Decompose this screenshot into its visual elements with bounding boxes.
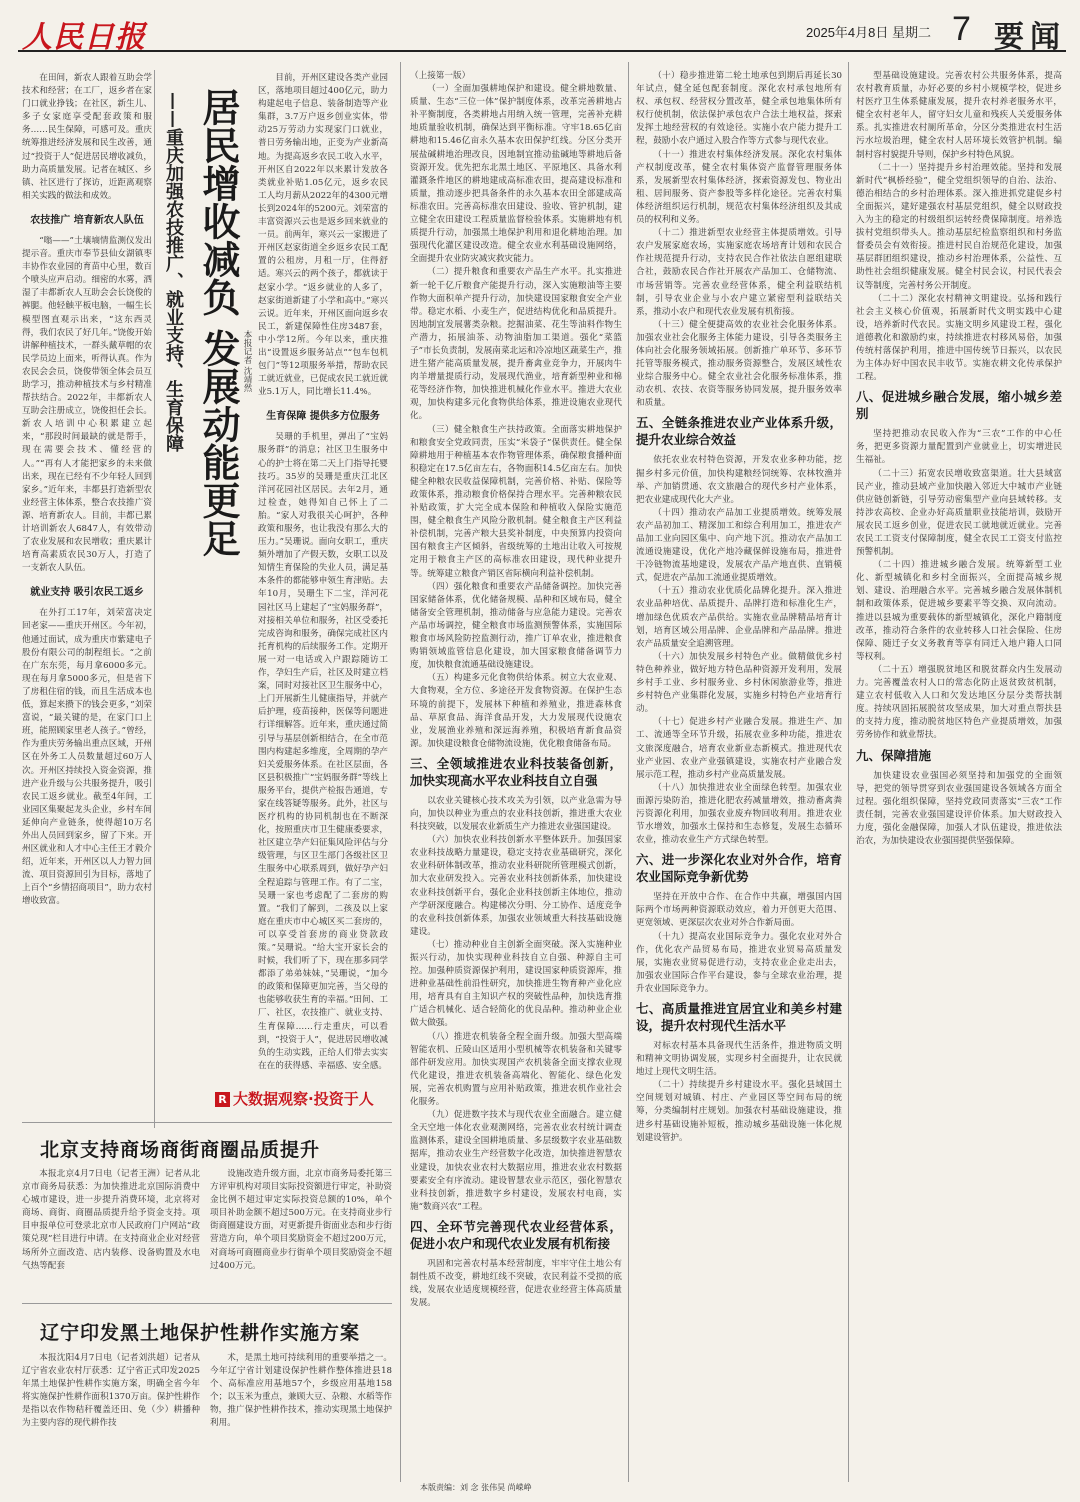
masthead <box>18 8 1066 55</box>
liaoning-news-column-2 <box>210 1352 392 1478</box>
policy-column-3 <box>410 70 622 1480</box>
feature-byline: 本报记者 沈靖然 <box>242 330 252 393</box>
policy-column-4 <box>636 70 842 1480</box>
feature-subtitle-agri: 农技推广 培育新农人队伍 <box>30 214 144 226</box>
policy-paragraph: 加快建设农业强国必须坚持和加强党的全面领导，把党的领导贯穿到农业强国建设各领域各方面全过程。强化组织保障，坚持党政同责落实“三农”工作责任制，完善农业强国建设评价体系。加大财政投入力度，强化金融保障，加强人才队伍建设，推进依法治农，为加快建设农业强国提供坚强保障。 <box>856 770 1062 846</box>
policy-section-3-title: 三、全领域推进农业科技装备创新，加快实现高水平农业科技自立自强 <box>410 755 622 788</box>
news-paragraph: 设施改造升级方面，北京市商务局委托第三方评审机构对项目实际投资额进行审定，补助资金比例不超过审定实际投资总额的10%，单个项目补助金额不超过500万元。在支持商业步行街商圈建设方面，对更新提升街面业态和步行街营造方向，单个项目奖励资金不超过200万元，对商场可商圈商业步行街单个项目奖励资金不超过400万元。 <box>210 1169 392 1271</box>
section-divider <box>22 1303 392 1304</box>
feature-text-agri: “嗡——”土壤墒情监测仪发出提示音。重庆市奉节县仙女湖镇枣丰协作农业园的育苗中心里，数百个喷头应声启动。细密的水雾，洒湿了丰都新农人互助会会长饶俊的裤腿。他轻触平板电脑，一幅生长模型图直观示出来，“这东西灵得，我们农民了好几年。”饶俊开始讲解种植技术，一群头戴草帽的农民学员边上面来，听得认真。作为农民会会员，饶俊带领全体会员互助学习，推动种植技术与乡村精准帮扶结合。2022年，丰都新农人互助会注册成立，饶俊担任会长。新农人培训中心积累建立起来，“那段时间最缺的就是帮手，现在需要会技术、懂经营的人。”“再有人才能把家乡的未来做出来，现在已经有不少年轻人回到家乡。”近年来，丰都县打造新型农业经营主体体系，整合农技推广资源、培育新农人。目前，丰都已累计培训新农人6847人，有效带动了农业发展和农民增收；重庆累计培育高素质农民30万人，打造了一支新农人队伍。 <box>22 235 152 574</box>
policy-paragraph: （十）稳步推进第二轮土地承包到期后再延长30年试点，健全延包配套制度。深化农村承包地所有权、承包权、经营权分置改革，健全承包地集体所有权行使机制，依法保护承包农户合法土地权益，探索发挥土地经营权的有效途径。实施小农户能力提升工程，鼓励小农户通过入股合作等方式参与现代农业。 <box>636 71 842 147</box>
column-divider <box>848 62 849 1482</box>
policy-paragraph: （二十五）增强脱贫地区和脱贫群众内生发展动力。完善覆盖农村人口的常态化防止返贫致贫机制，建立农村低收入人口和欠发达地区分层分类帮扶制度。持续巩固拓展脱贫攻坚成果，加大对重点帮扶县的支持力度，推动脱贫地区特色产业提质增效，加强劳务协作和就业帮扶。 <box>856 664 1062 741</box>
news-paragraph: 术，是黑土地可持续利用的重要举措之一。今年辽宁省计划建设保护性耕作整体推进县18个、高标准应用基地57个，乡级应用基地158个；以玉米为重点，兼顾大豆、杂粮、水稻等作物，推广保护性耕作技术，推动实现黑土地保护利用。 <box>210 1353 392 1429</box>
feature-headline: 居民增收减负 发展动能更足 <box>196 88 241 558</box>
newspaper-logo: 人民日报 <box>22 20 146 55</box>
policy-paragraph: （二）提升粮食和重要农产品生产水平。扎实推进新一轮千亿斤粮食产能提升行动，深入实施粮油等主要作物大面积单产提升行动，加快建设国家粮食安全产业带。稳定水稻、小麦生产，促进结构优化和品质提升。因地制宜发展薯类杂粮。挖掘油菜、花生等油料作物生产潜力，拓展油茶、动物油脂加工渠道。强化“菜篮子”市长负责制，发展南菜北运和冷凉地区蔬菜生产，推进生猪产能高质量发展，提升畜禽业竞争力，开展肉牛肉羊增量提质行动，发展现代渔业，培育新型种业和棉花等经济作物，加快推进机械化作业水平。推进大农业观，加快构建多元化食物供给体系，推进设施农业现代化。 <box>410 267 622 422</box>
policy-paragraph: 坚持在开放中合作、在合作中共赢，增强国内国际两个市场两种资源联动效应，着力开创更大范围、更宽领域、更深层次农业对外合作新局面。 <box>636 892 842 929</box>
policy-paragraph: （五）构建多元化食物供给体系。树立大农业观、大食物观，全方位、多途径开发食物资源。在保护生态环境的前提下，发展林下种植和养殖业，推进森林食品、草原食品、海洋食品开发，大力发展现代设施农业，发展渔业养殖和深远海养殖，积极培育新食品资源。加快建设粮食仓储物流设施，优化粮食储备布局。 <box>410 673 622 749</box>
news-paragraph: 本报北京4月7日电（记者王洲）记者从北京市商务局获悉：为加快推进北京国际消费中心城市建设，进一步提升消费环境，北京将对商场、商街、商圈品质提升给予资金支持。项目申报单位可登录北京市人民政府门户网站“政策兑现”栏目进行申请。在支持商业企业对经营场所外立面改造、店内装修、设备购置及水电气热等配套 <box>22 1169 200 1271</box>
feature-text-jobs: 在外打工17年，刘荣富决定回老家——重庆开州区。今年初，他通过面试，成为重庆市紫建电子股份有限公司的制程组长。“之前在广东东莞，每月拿6000多元。现在每月拿5000多元，但是省下了房租住宿的钱，而且生活成本也低，算起来攒下的钱会更多，”刘荣富说，“最关键的是，在家门口上班，能照顾家里老人孩子。”曾经，作为重庆劳务输出重点区域，开州区在外务工人员数量超过60万人次。开州区持续投入资金资源，推进产业升级与公共服务提升，吸引农民工返乡就业。截至4年间，工业园区集聚起龙头企业，乡村车间延伸向产业链条，使得超10万名外出人员回到家乡，留了下来。开州区就业和人才中心主任王才毅介绍，近年来，开州区以人力智力回流、项目资源回引为目标，落地了上百个“乡情招商项目”，助力农村增收致富。 <box>22 608 152 907</box>
column-divider <box>154 70 155 1128</box>
feature-column-2 <box>258 72 388 1082</box>
liaoning-news-column-1 <box>22 1352 200 1478</box>
policy-paragraph: （二十三）拓宽农民增收致富渠道。壮大县域富民产业，推动县域产业加快融入邻近大中城市产业链供应链创新链，引导劳动密集型产业向县域转移。支持涉农高校、企业办好高质量职业技能培训，鼓励开展农民工返乡创业，促进农民工就地就近就业。完善农民工工资支付保障制度，健全农民工工资支付监控预警机制。 <box>856 468 1062 558</box>
policy-section-9-title: 九、保障措施 <box>856 747 932 763</box>
feature-intro: 在田间，新农人跟着互助会学技术和经营；在工厂，返乡者在家门口就业挣钱；在社区，新生儿、多子女家庭享受配套政策和服务……民生保障，可感可及。重庆统筹推进经济发展和民生改善，通过“投资于人”促进居民增收减负，助力高质量发展。记者在城区、乡镇、社区进行了探访，近距离观察相关实践的做法和成效。 <box>22 73 152 201</box>
policy-paragraph: （十八）加快推进农业全面绿色转型。加强农业面源污染防治，推进化肥农药减量增效，推动畜禽粪污资源化利用，加强农业废弃物回收利用。推进农业节水增效，加强水土保持和生态修复，发展生态循环农业，推动农业生产方式绿色转型。 <box>636 782 842 846</box>
continued-note: （上接第一版） <box>410 71 471 81</box>
feature-text-birth: 吴珊的手机里，弹出了“宝妈服务群”的消息；社区卫生服务中心的护士将在第二天上门指导托婴技巧。35岁的吴珊是重庆江北区洋河花园社区居民。去年2月，通过检查，她得知自己怀上了二胎。“家人对我很关心呵护，各种政策和服务，也让我没有那么大的压力。”吴珊说。面向女职工，重庆频外增加了产假天数，女职工以及知情生育保险的失业人员，满足基本条件的都能够申领生育津贴。去年10月，吴珊生下二宝，洋河花园社区马上建起了“宝妈服务群”，对接相关单位和服务，社区受委托完成咨询和服务，确保完成社区内托育机构的后续服务工作。定期开展一对一电话或入户跟踪随访工作，孕妇生产后，社区及时建立档案，同时对接社区卫生服务中心，上门开展新生儿健康指导，并就产后护理，疫苗接种，医保等问题进行详细解答。近年来，重庆通过简引导与基层创新相结合，在全市范围内构建起多维度，全周期的孕产妇关爱服务体系。在社区层面，各区县积极推广“宝妈服务群”等线上服务平台，提供产检报告通道，专家在线答疑等服务。此外，社区与医疗机构的协同机制也在不断深化，按照重庆市卫生健康委要求，社区建立孕产妇征集风险评估与分级管理，与区卫生部门各级社区卫生服务中心联系周到，做好孕产妇全程追踪与管理工作。有了二宝，吴珊一家也考虑配了二套房的购置。“我们了解到，二孩及以上家庭在重庆市中心城区买二套房的，可以享受首套房的商业贷款政策。”吴珊说。“给大宝开家长会的时候，我们听了下，现在那多同学都添了弟弟妹妹，”吴珊说，“加今的政策和保障更加完善，当父母的也能够收获生育的幸福。”田间、工厂、社区，农技推广、就业支持、生育保障……行走重庆，可以看到，“投资于人”，促进居民增收减负的生动实践，正给人们带去实实在在的获得感、幸福感、安全感。 <box>258 432 388 1071</box>
policy-paragraph: （二十二）深化农村精神文明建设。弘扬和践行社会主义核心价值观，拓展新时代文明实践中心建设，培养新时代农民。实施文明乡风建设工程，强化道德教化和激励约束，持续推进农村移风易俗，加强传统村落保护利用，推进中国传统节日振兴，以农民为主体办好中国农民丰收节。实施农耕文化传承保护工程。 <box>856 293 1062 383</box>
policy-paragraph: （七）推动种业自主创新全面突破。深入实施种业振兴行动，加快实现种业科技自立自强、种源自主可控。加强种质资源保护利用，建设国家种质资源库，推进种业基础性前沿性研究，加快推进生物育种产业化应用，培育具有自主知识产权的突破性品种，加快选育推广适合机械化、适合轻简化的优良品种。推动种业企业做大做强。 <box>410 939 622 1029</box>
policy-paragraph: 对标农村基本具备现代生活条件，推进物质文明和精神文明协调发展，实现乡村全面提升，让农民就地过上现代文明生活。 <box>636 1041 842 1078</box>
policy-paragraph: （十六）加快发展乡村特色产业。做精做优乡村特色种养业，做好地方特色品种资源开发利用，发展乡村手工业、乡村服务业、乡村休闲旅游业等，推进乡村特色产业集群化发展，实施乡村特色产业培育行动。 <box>636 651 842 715</box>
feature-subheadline: ——重庆加强农技推广、就业支持、生育保障 <box>163 92 184 452</box>
feature-text-jobs-cont: 目前，开州区建设各类产业园区，落地项目超过400亿元，助力构建起电子信息、装备制造等产业集群，3.7万户返乡创业实体，带动25万劳动力实现家门口就业，普日劳务输出地，正变为产业新高地。为提高返乡农民工收入水平，开州区自2022年以来累计发放各类就业补贴1.05亿元，返乡农民工人均月薪从2022年的4300元增长到2024年的5200元。刘荣富的丰富资源兴云也是返乡回来就业的一员。前两年，寒兴云一家搬进了开州区赵家街道全乡返乡农民工配置的公租房，月租一厅，住得舒适。寒兴云的两个孩子，都就读于赵家小学。“返乡就业的人多了，赵家街道新建了小学和高中。”寒兴云说。近年来，开州区面向返乡农民工，新建保障性住房3487套，中小学12所。今年以来，重庆推出“设置返乡服务站点”“包车包机包门”等12项服务举措，帮助农民工就近就业，已促成农民工就近就业5.1万人，同比增长11.4%。 <box>258 73 388 398</box>
column-divider <box>400 62 401 1482</box>
column-divider <box>628 62 629 1482</box>
policy-paragraph: 型基础设施建设。完善农村公共服务体系，提高农村教育质量，办好必要的乡村小规模学校，促进乡村医疗卫生体系健康发展，提升农村养老服务水平，健全农村老年人，留守妇女儿童和残疾人关爱服务体系。扎实推进农村厕所革命，分区分类推进农村生活污水垃圾治理，健全农村人居环境长效管护机制。编制村容村貌提升导则，保护乡村特色风貌。 <box>856 71 1062 160</box>
section-divider <box>22 1122 392 1123</box>
policy-paragraph: （九）促进数字技术与现代农业全面融合。建立健全天空地一体化农业观测网络，完善农业农村统计调查监测体系，建设全国耕地质量、多层级数字农业基础数据库，推动农业生产经营数字化改造，加快推进智慧农业建设，加快农业农村大数据应用，推进农业农村数据要素安全有序流动。建设智慧农业示范区，强化智慧农业科技创新，推进数字乡村建设，发展农村电商，实施“数商兴农”工程。 <box>410 1110 622 1212</box>
policy-paragraph: （三）健全粮食生产扶持政策。全面落实耕地保护和粮食安全党政同责，压实“米袋子”保供责任。健全保障耕地用于种植基本农作物管理体系，确保粮食播种面积稳定在17.5亿亩左右，各物面积14.5亿亩左右。加快健全种粮农民收益保障机制，完善价格、补贴、保险等政策体系，推动粮食价格保持合理水平。完善种粮农民补贴政策，扩大完全成本保险和种植收入保险实施范围，健全粮食生产风险分散机制。健全粮食主产区利益补偿机制，完善产粮大县奖补制度，中央预算内投资向国有粮食主产区倾斜，省级统筹的土地出让收入可按规定用于粮食主产区的高标准农田建设，现代种业提升等。统筹建立粮食产销区省际横向利益补偿机制。 <box>410 424 622 579</box>
policy-paragraph: （六）加快农业科技创新水平整体跃升。加强国家农业科技战略力量建设，稳定支持农业基础研究，深化农业科研体制改革，推动农业科研院所管理模式创新，加大农业研发投入。完善农业科技创新体系，加快建设农业科技创新平台，强化企业科技创新主体地位，推动产学研深度融合。构建梯次分明、分工协作、适度竞争的农业科技创新体系，加强农业领域重大科技基础设施建设。 <box>410 835 622 937</box>
news-paragraph: 本报沈阳4月7日电（记者刘洪超）记者从辽宁省农业农村厅获悉：辽宁省正式印发2025年黑土地保护性耕作实施方案，明确全省今年将实施保护性耕作面积1370万亩。保护性耕作是指以农作物秸秆覆盖还田、免（少）耕播种为主要内容的现代耕作技 <box>22 1353 200 1429</box>
beijing-news-column-1 <box>22 1168 200 1296</box>
feature-subtitle-birth: 生育保障 提供多方位服务 <box>266 411 380 423</box>
page-number: 7 <box>952 10 971 48</box>
policy-paragraph: （二十一）坚持提升乡村治理效能。坚持和发展新时代“枫桥经验”，健全党组织领导的自治、法治、德治相结合的乡村治理体系。深入推进抓党建促乡村全面振兴，建好建强农村基层党组织，健全以财政投入为主的稳定的村级组织运转经费保障制度。培养选拔村党组织带头人。推动基层纪检监察组织和村务监督委员会有效衔接。推进村民自治规范化建设，加强基层群团组织建设，推动乡村治理体系，公益性、互助性社会组织健康发展。健全村民会议，村民代表会议等制度，完善村务公开制度。 <box>856 162 1062 291</box>
policy-paragraph: （二十四）推进城乡融合发展。统筹新型工业化、新型城镇化和乡村全面振兴，全面提高城乡规划、建设、治理融合水平。完善城乡融合发展体制机制和政策体系，促进城乡要素平等交换、双向流动。推进以县城为重要载体的新型城镇化，深化户籍制度改革，推动符合条件的农业转移人口社会保险、住房保障、随迁子女义务教育等享有同迁入地户籍人口同等权利。 <box>856 560 1062 662</box>
policy-section-7-title: 七、高质量推进宜居宜业和美乡村建设，提升农村现代生活水平 <box>636 1001 842 1033</box>
feature-subtitle-jobs: 就业支持 吸引农民工返乡 <box>30 587 144 599</box>
brand-text: 大数据观察·投资于人 <box>233 1090 374 1108</box>
policy-section-4-title: 四、全环节完善现代农业经营体系，促进小农户和现代农业发展有机衔接 <box>410 1218 622 1251</box>
policy-paragraph: 以农业关键核心技术攻关为引领，以产业急需为导向，加快以种业为重点的农业科技创新，推进重大农业科技突破，以发展农业新质生产力推进农业强国建设。 <box>410 795 622 833</box>
policy-paragraph: （二十）持续提升乡村建设水平。强化县域国土空间规划对城镇、村庄、产业园区等空间布局的统筹，分类编制村庄规划。加强农村基础设施建设，推进乡村基础设施补短板，推动城乡基础设施一体化规划建设管护。 <box>636 1080 842 1143</box>
policy-paragraph: 依托农业农村特色资源，开发农业多种功能，挖掘乡村多元价值，加快构建粮经饲统筹、农林牧渔并举、产加销贯通、农文旅融合的现代乡村产业体系，把农业建成现代化大产业。 <box>636 455 842 505</box>
policy-paragraph: （四）强化粮食和重要农产品储备调控。加快完善国家储备体系，优化储备规模、品种和区域布局，健全储备安全管理机制，推动储备与应急能力建设。完善农产品市场调控，健全粮食市场监测预警体系，实施国际粮食市场风险防控监测行动，推广订单农业，推进粮食购销领域监管信息化建设，加大国家粮食储备调节力度，加快粮食流通基础设施建设。 <box>410 581 622 671</box>
brand-badge: R <box>215 1092 230 1107</box>
policy-column-5 <box>856 70 1062 1480</box>
policy-paragraph: （十三）健全便捷高效的农业社会化服务体系。加强农业社会化服务主体能力建设，引导各类服务主体向社会化服务领域拓展。创新推广单环节、多环节托管等服务模式，推动服务资源整合，发展区域性农业综合服务中心。健全农业社会化服务标准体系，推动农机、农技、农资等服务协同发展，提升服务效率和质量。 <box>636 319 842 409</box>
policy-paragraph: （十五）推动农业优质化品牌化提升。深入推进农业品种培优、品质提升、品牌打造和标准化生产，增加绿色优质农产品供给。实施农业品牌精品培育计划，培育区域公用品牌、企业品牌和产品品牌。推进农产品质量安全追溯管理。 <box>636 586 842 649</box>
policy-paragraph: （八）推进农机装备全程全面升级。加强大型高端智能农机、丘陵山区适用小型机械等农机装备和关键零部件研发应用。加快实现国产农机装备全面支撑农业现代化建设，推进农机装备高端化、智能化、绿色化发展，完善农机购置与应用补贴政策，推进农机作业社会化服务。 <box>410 1031 622 1108</box>
policy-section-8-title: 八、促进城乡融合发展，缩小城乡差别 <box>856 389 1062 422</box>
policy-section-5-title: 五、全链条推进农业产业体系升级，提升农业综合效益 <box>636 415 842 448</box>
policy-paragraph: 巩固和完善农村基本经营制度，牢牢守住土地公有制性质不改变，耕地红线不突破，农民利益不受损的底线，发展农业适度规模经营，促进农业经营主体高质量发展。 <box>410 1258 622 1309</box>
policy-section-6-title: 六、进一步深化农业对外合作，培育农业国际竞争新优势 <box>636 852 842 885</box>
feature-column-1 <box>22 72 152 1130</box>
policy-paragraph: 坚持把推动农民收入作为“三农”工作的中心任务，把更多资源力量配置到产业就业上，切实增进民生福祉。 <box>856 429 1062 466</box>
policy-paragraph: （十四）推动农产品加工业提质增效。统筹发展农产品初加工、精深加工和综合利用加工，推进农产品加工业向园区集中、向产地下沉。推动农产品加工流通设施建设，优化产地冷藏保鲜设施布局，推进骨干冷链物流基地建设，发展农产品产地直供、直销模式，促进农产品加工流通业提质增效。 <box>636 507 842 584</box>
liaoning-news-title: 辽宁印发黑土地保护性耕作实施方案 <box>40 1322 361 1344</box>
policy-paragraph: （一）全面加强耕地保护和建设。健全耕地数量、质量、生态“三位一体”保护制度体系，改革完善耕地占补平衡制度，各类耕地占用纳入统一管理，完善补充耕地质量验收机制，确保达到平衡标准。守牢18.65亿亩耕地和15.46亿亩永久基本农田保护红线。分区分类开展盐碱耕地治理改良，因地制宜推动盐碱地等耕地后备资源开发。优先把东北黑土地区、平原地区、具备水利灌溉条件地区的耕地建成高标准农田，提高建设标准和质量，推动逐步把具备条件的永久基本农田全部建成高标准农田。完善高标准农田建设、验收、管护机制，建立健全农田建设工程质量监督检验体系。实施耕地有机质提升行动，加强黑土地保护利用和退化耕地治理。加强现代化灌区建设改造。健全农业水利基础设施网络，全面提升农业防灾减灾救灾能力。 <box>410 84 622 265</box>
page-editors: 本版责编：刘 念 张伟昊 尚嵘峥 <box>420 1483 532 1492</box>
section-name: 要闻 <box>994 20 1066 55</box>
policy-paragraph: （十七）促进乡村产业融合发展。推进生产、加工、流通等全环节升级，拓展农业多种功能，推进农文旅深度融合，培育农业新业态新模式。推进现代农业产业园、农业产业强镇建设，实施农村产业融合发展示范工程，推动乡村产业高质量发展。 <box>636 717 842 780</box>
policy-paragraph: （十二）推进新型农业经营主体提质增效。引导农户发展家庭农场，实施家庭农场培育计划和农民合作社规范提升行动，支持农民合作社依法自愿组建联合社，鼓励农民合作社开展农产品加工、仓储物流、市场营销等。完善农业经营体系，健全利益联结机制，引导农业企业与小农户建立紧密型利益联结关系，推动小农户和现代农业发展有机衔接。 <box>636 228 842 317</box>
beijing-news-column-2 <box>210 1168 392 1296</box>
issue-date: 2025年4月8日 星期二 <box>806 25 931 40</box>
column-brand <box>215 1088 374 1109</box>
policy-paragraph: （十一）推进农村集体经济发展。深化农村集体产权制度改革，健全农村集体资产监督管理服务体系，发展新型农村集体经济，探索资源发包、物业出租、居间服务、资产参股等多样化途径。完善农村集体经济组织运行机制，规范农村集体经济组织及其成员的权利和义务。 <box>636 149 842 226</box>
policy-paragraph: （十九）提高农业国际竞争力。强化农业对外合作，优化农产品贸易布局，推进农业贸易高质量发展，实施农业贸易促进行动，支持农业企业走出去，加强农业国际合作平台建设，参与全球农业治理，提升农业国际竞争力。 <box>636 931 842 994</box>
beijing-news-title: 北京支持商场商街商圈品质提升 <box>40 1139 321 1161</box>
